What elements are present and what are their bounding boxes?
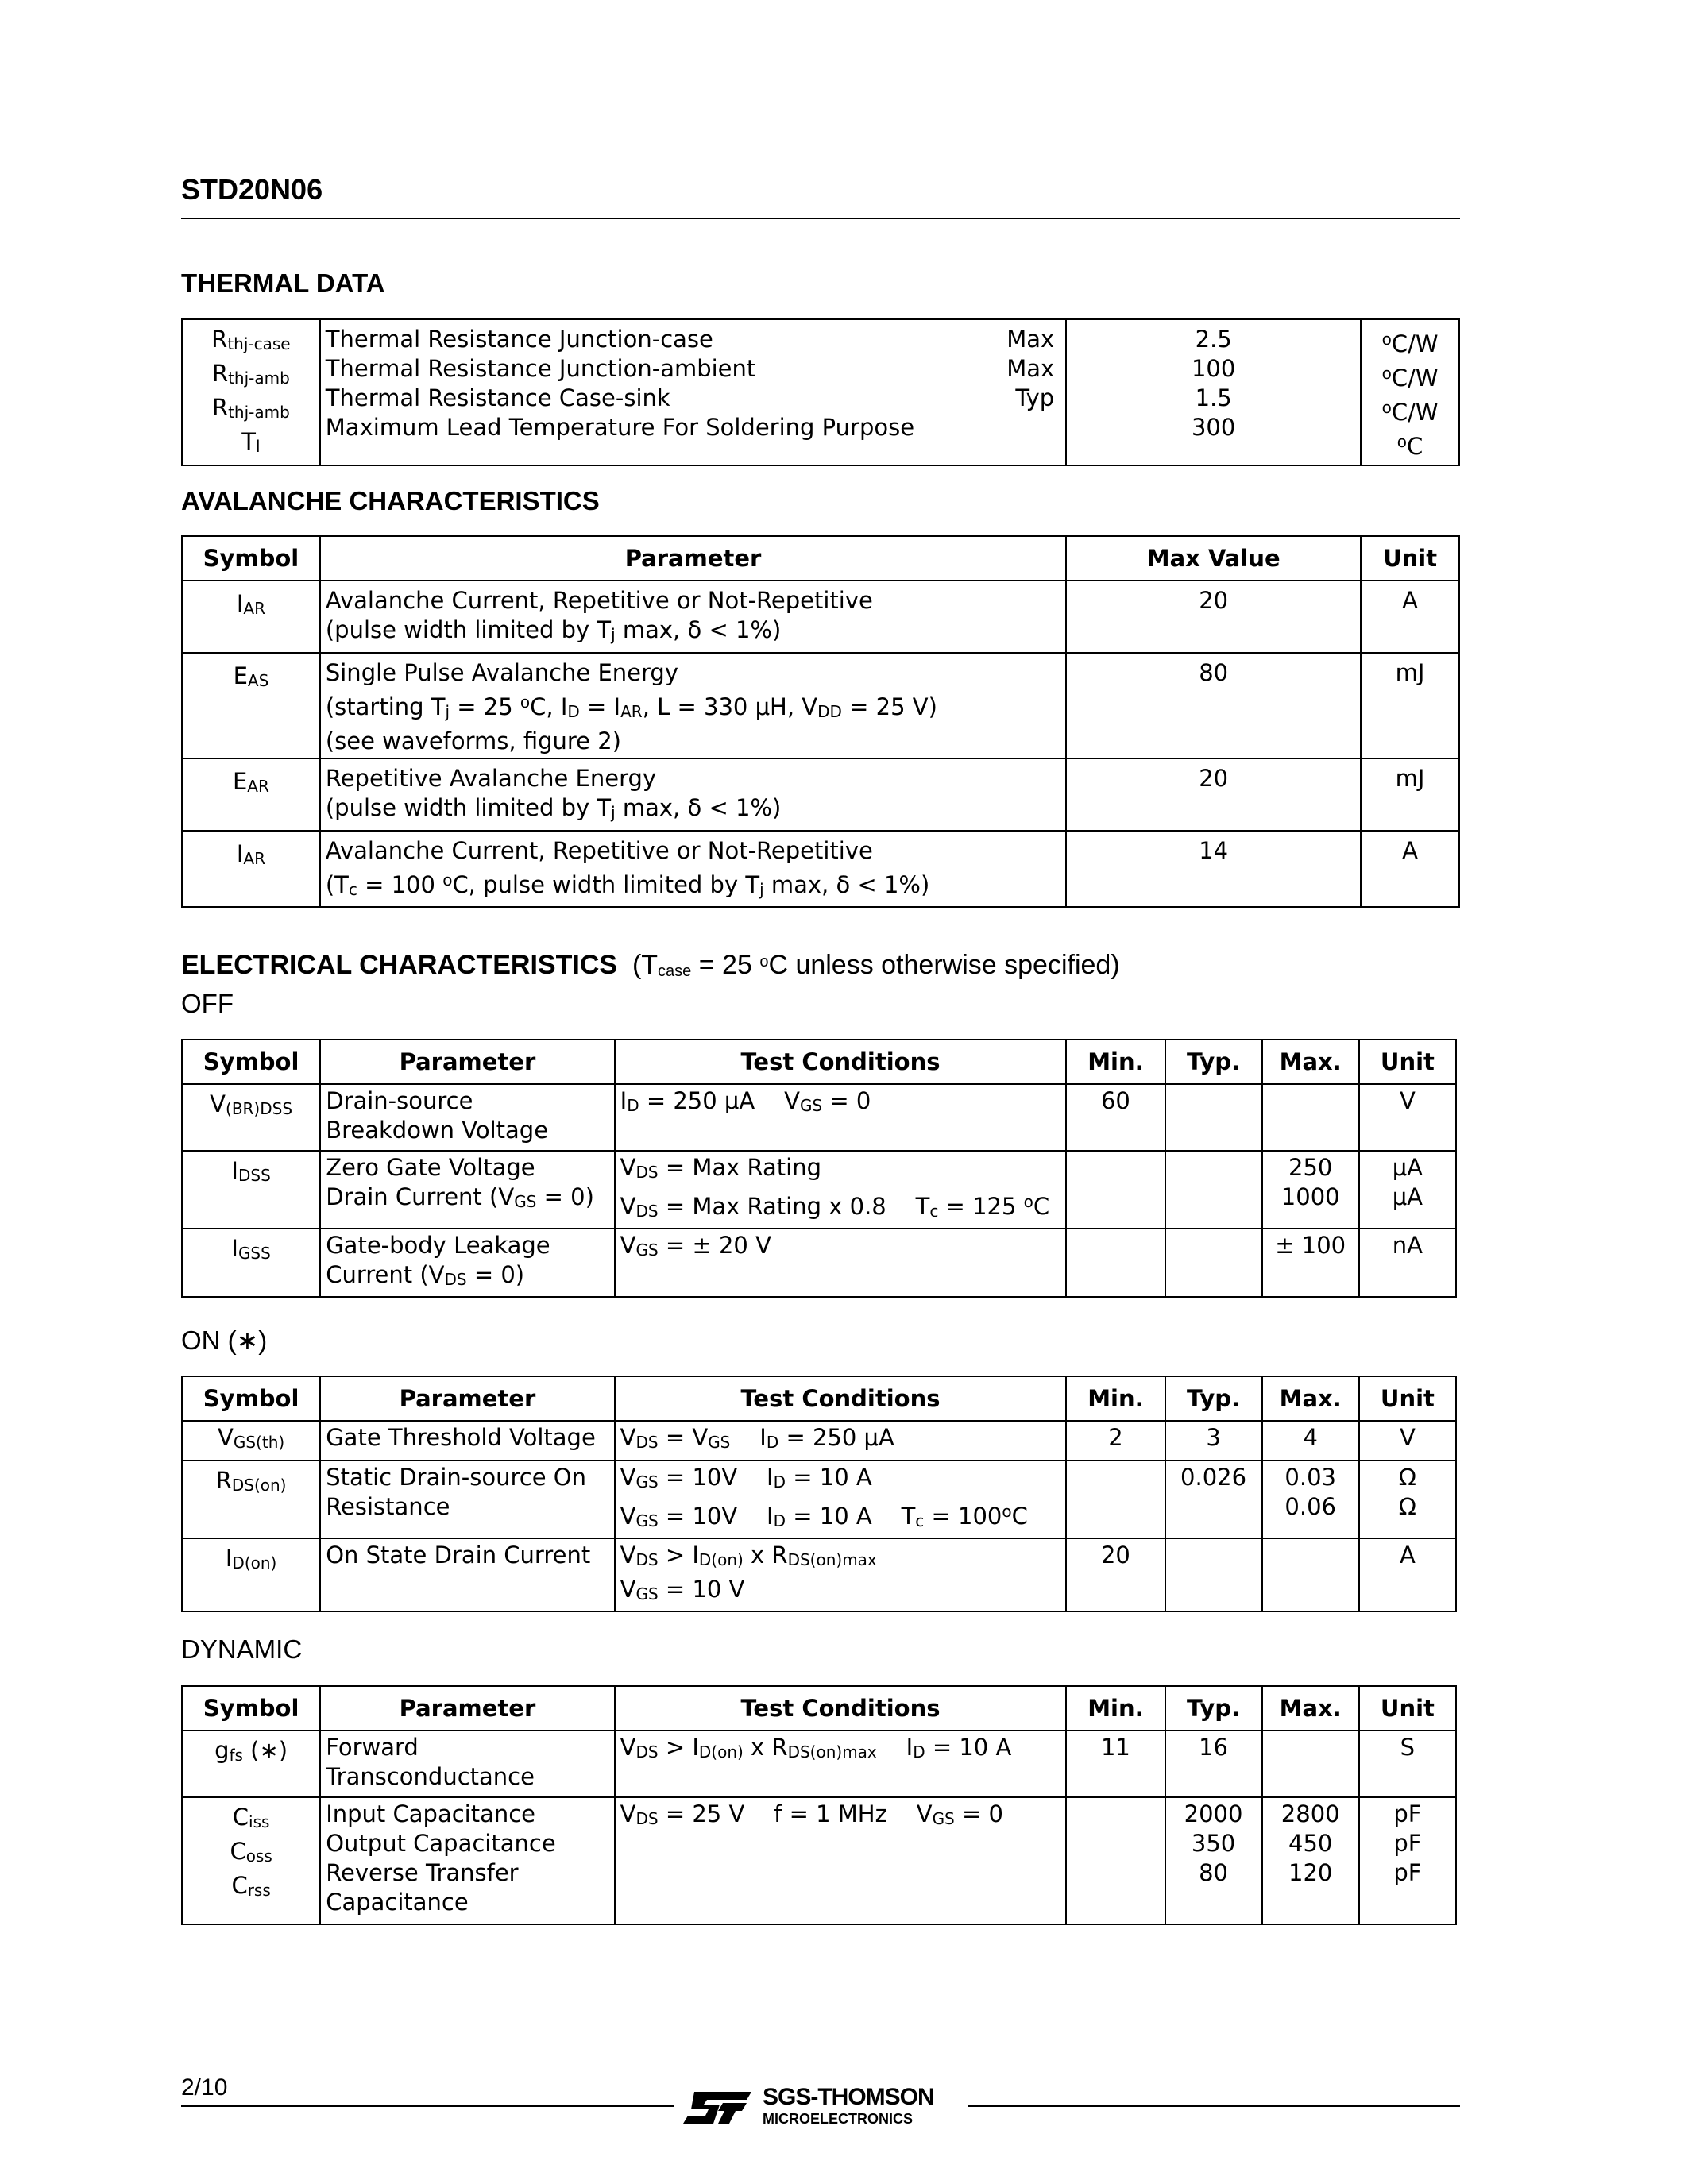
row-symbol: $I_{AR}$ bbox=[182, 831, 320, 907]
footer-rule-right bbox=[968, 2105, 1460, 2107]
row-conditions: $V_{DS} = V_{GS}$ $I_D = 250$ μA bbox=[615, 1421, 1067, 1461]
row-symbol: $E_{AS}$ bbox=[182, 653, 320, 758]
on-title: ON (∗) bbox=[181, 1325, 268, 1355]
off-title: OFF bbox=[181, 989, 234, 1018]
col-header-typ: Typ. bbox=[1165, 1040, 1262, 1084]
row-max: 4 bbox=[1262, 1421, 1359, 1461]
row-unit: μA μA bbox=[1359, 1151, 1456, 1229]
avalanche-row bbox=[182, 831, 1459, 907]
row-unit: S bbox=[1359, 1731, 1456, 1797]
col-header-max: Max. bbox=[1262, 1686, 1359, 1731]
col-header-max: Max. bbox=[1262, 1376, 1359, 1421]
row-min bbox=[1066, 1461, 1165, 1538]
header-rule bbox=[181, 218, 1460, 219]
row-unit: A bbox=[1359, 1538, 1456, 1611]
col-header-unit: Unit bbox=[1359, 1686, 1456, 1731]
thermal-value-2: 1.5 bbox=[1195, 384, 1232, 411]
row-max bbox=[1262, 1538, 1359, 1611]
thermal-value-1: 100 bbox=[1191, 355, 1236, 382]
row-max: 250 1000 bbox=[1262, 1151, 1359, 1229]
row-parameter: Drain-source Breakdown Voltage bbox=[320, 1084, 614, 1151]
row-symbol: $V_{(BR)DSS}$ bbox=[182, 1084, 320, 1151]
row-symbol: $I_{AR}$ bbox=[182, 581, 320, 653]
row-conditions: $V_{GS} = 10V$ $I_D = 10$ A $V_{GS} = 10V$ $I_D = 10$ A $T_c = 100^oC$ bbox=[615, 1461, 1067, 1538]
row-typ bbox=[1165, 1151, 1262, 1229]
dynamic-header-row bbox=[182, 1686, 1456, 1731]
row-parameter: Input Capacitance Output Capacitance Reverse Transfer Capacitance bbox=[320, 1797, 614, 1924]
brand-name: SGS-THOMSON bbox=[763, 2084, 934, 2110]
brand-subtitle: MICROELECTRONICS bbox=[763, 2111, 913, 2127]
thermal-units bbox=[1361, 319, 1459, 465]
row-parameter: Avalanche Current, Repetitive or Not-Repetitive (pulse width limited by $T_j$ max, δ < 1%) bbox=[320, 581, 1066, 653]
thermal-value-3: 300 bbox=[1191, 414, 1236, 441]
col-header-parameter: Parameter bbox=[320, 1040, 614, 1084]
row-unit: V bbox=[1359, 1084, 1456, 1151]
row-unit: mJ bbox=[1361, 653, 1459, 758]
col-header-parameter: Parameter bbox=[320, 536, 1066, 581]
row-symbol: $C_{iss}$ $C_{oss}$ $C_{rss}$ bbox=[182, 1797, 320, 1924]
row-symbol: $R_{DS(on)}$ bbox=[182, 1461, 320, 1538]
row-value: 20 bbox=[1066, 581, 1361, 653]
row-symbol: $I_{DSS}$ bbox=[182, 1151, 320, 1229]
thermal-unit-2: $^o$C/W bbox=[1381, 398, 1439, 426]
row-unit: Ω Ω bbox=[1359, 1461, 1456, 1538]
on-header-row bbox=[182, 1376, 1456, 1421]
row-parameter: Repetitive Avalanche Energy (pulse width limited by $T_j$ max, δ < 1%) bbox=[320, 758, 1066, 831]
row-min: 20 bbox=[1066, 1538, 1165, 1611]
col-header-parameter: Parameter bbox=[320, 1686, 614, 1731]
row-symbol: $g_{fs}$ (∗) bbox=[182, 1731, 320, 1797]
off-table bbox=[181, 1039, 1457, 1298]
row-typ bbox=[1165, 1229, 1262, 1297]
row-conditions: $I_D = 250$ μA $V_{GS} = 0$ bbox=[615, 1084, 1067, 1151]
off-row bbox=[182, 1151, 1456, 1229]
col-header-min: Min. bbox=[1066, 1040, 1165, 1084]
col-header-symbol: Symbol bbox=[182, 1376, 320, 1421]
on-row bbox=[182, 1461, 1456, 1538]
col-header-symbol: Symbol bbox=[182, 536, 320, 581]
st-logo-icon bbox=[683, 2089, 753, 2131]
on-table bbox=[181, 1376, 1457, 1612]
col-header-min: Min. bbox=[1066, 1686, 1165, 1731]
thermal-param-2: Thermal Resistance Case-sink Typ bbox=[325, 384, 1055, 411]
row-parameter: Zero Gate Voltage Drain Current $(V_{GS} = 0)$ bbox=[320, 1151, 614, 1229]
row-conditions: $V_{DS} = 25$ V f = 1 MHz $V_{GS} = 0$ bbox=[615, 1797, 1067, 1924]
dynamic-title: DYNAMIC bbox=[181, 1634, 303, 1664]
col-header-test-conditions: Test Conditions bbox=[615, 1686, 1067, 1731]
avalanche-title: AVALANCHE CHARACTERISTICS bbox=[181, 486, 600, 515]
thermal-data-title: THERMAL DATA bbox=[181, 268, 385, 298]
col-header-max-value: Max Value bbox=[1066, 536, 1361, 581]
row-value: 14 bbox=[1066, 831, 1361, 907]
row-parameter: Gate-body Leakage Current $(V_{DS} = 0)$ bbox=[320, 1229, 614, 1297]
row-min: 2 bbox=[1066, 1421, 1165, 1461]
thermal-symbols bbox=[182, 319, 320, 465]
electrical-title: ELECTRICAL CHARACTERISTICS bbox=[181, 950, 618, 980]
row-symbol: $I_{D(on)}$ bbox=[182, 1538, 320, 1611]
row-max bbox=[1262, 1731, 1359, 1797]
dynamic-row bbox=[182, 1731, 1456, 1797]
row-typ: 2000 350 80 bbox=[1165, 1797, 1262, 1924]
row-max bbox=[1262, 1084, 1359, 1151]
row-typ bbox=[1165, 1538, 1262, 1611]
thermal-param-0: Thermal Resistance Junction-case Max bbox=[325, 326, 1055, 353]
row-parameter: Forward Transconductance bbox=[320, 1731, 614, 1797]
row-parameter: Avalanche Current, Repetitive or Not-Repetitive ($T_c = 100$ $^o$C, pulse width limited by $T_j$ max, δ < 1%) bbox=[320, 831, 1066, 907]
row-min: 11 bbox=[1066, 1731, 1165, 1797]
avalanche-row bbox=[182, 653, 1459, 758]
thermal-sym-1: $R_{thj-amb}$ bbox=[211, 360, 290, 388]
row-symbol: $I_{GSS}$ bbox=[182, 1229, 320, 1297]
row-min bbox=[1066, 1229, 1165, 1297]
col-header-min: Min. bbox=[1066, 1376, 1165, 1421]
page-number: 2/10 bbox=[181, 2074, 228, 2101]
row-parameter: On State Drain Current bbox=[320, 1538, 614, 1611]
thermal-value-0: 2.5 bbox=[1195, 326, 1232, 353]
row-min bbox=[1066, 1151, 1165, 1229]
col-header-test-conditions: Test Conditions bbox=[615, 1376, 1067, 1421]
row-conditions: $V_{DS} > I_{D(on)}$ x $R_{DS(on)max}$ $V_{GS} = 10$ V bbox=[615, 1538, 1067, 1611]
electrical-heading bbox=[181, 950, 1120, 981]
part-number: STD20N06 bbox=[181, 173, 323, 206]
row-value: 20 bbox=[1066, 758, 1361, 831]
col-header-unit: Unit bbox=[1361, 536, 1459, 581]
col-header-typ: Typ. bbox=[1165, 1376, 1262, 1421]
col-header-test-conditions: Test Conditions bbox=[615, 1040, 1067, 1084]
row-unit: pF pF pF bbox=[1359, 1797, 1456, 1924]
row-conditions: $V_{GS}$ = ± 20 V bbox=[615, 1229, 1067, 1297]
thermal-param-1: Thermal Resistance Junction-ambient Max bbox=[325, 355, 1055, 382]
thermal-param-3: Maximum Lead Temperature For Soldering Purpose bbox=[325, 414, 915, 441]
row-typ: 16 bbox=[1165, 1731, 1262, 1797]
row-unit: V bbox=[1359, 1421, 1456, 1461]
thermal-values bbox=[1066, 319, 1361, 465]
row-min: 60 bbox=[1066, 1084, 1165, 1151]
row-min bbox=[1066, 1797, 1165, 1924]
thermal-sym-2: $R_{thj-amb}$ bbox=[211, 394, 290, 422]
row-symbol: $V_{GS(th)}$ bbox=[182, 1421, 320, 1461]
off-row bbox=[182, 1229, 1456, 1297]
row-typ bbox=[1165, 1084, 1262, 1151]
thermal-sym-3: $T_l$ bbox=[241, 428, 261, 456]
col-header-max: Max. bbox=[1262, 1040, 1359, 1084]
thermal-unit-1: $^o$C/W bbox=[1381, 364, 1439, 392]
avalanche-row bbox=[182, 581, 1459, 653]
row-unit: mJ bbox=[1361, 758, 1459, 831]
row-max: 0.03 0.06 bbox=[1262, 1461, 1359, 1538]
col-header-symbol: Symbol bbox=[182, 1040, 320, 1084]
row-unit: A bbox=[1361, 831, 1459, 907]
dynamic-row bbox=[182, 1797, 1456, 1924]
on-row bbox=[182, 1421, 1456, 1461]
col-header-unit: Unit bbox=[1359, 1040, 1456, 1084]
row-conditions: $V_{DS} > I_{D(on)}$ x $R_{DS(on)max}$ $I_D = 10$ A bbox=[615, 1731, 1067, 1797]
row-max: ± 100 bbox=[1262, 1229, 1359, 1297]
row-unit: A bbox=[1361, 581, 1459, 653]
row-symbol: $E_{AR}$ bbox=[182, 758, 320, 831]
col-header-symbol: Symbol bbox=[182, 1686, 320, 1731]
thermal-unit-0: $^o$C/W bbox=[1381, 330, 1439, 357]
row-value: 80 bbox=[1066, 653, 1361, 758]
footer-rule-left bbox=[181, 2105, 674, 2107]
avalanche-header-row bbox=[182, 536, 1459, 581]
row-parameter: Gate Threshold Voltage bbox=[320, 1421, 614, 1461]
col-header-parameter: Parameter bbox=[320, 1376, 614, 1421]
thermal-params bbox=[320, 319, 1066, 465]
on-row bbox=[182, 1538, 1456, 1611]
off-header-row bbox=[182, 1040, 1456, 1084]
off-row bbox=[182, 1084, 1456, 1151]
row-typ: 3 bbox=[1165, 1421, 1262, 1461]
thermal-body bbox=[182, 319, 1459, 465]
row-conditions: $V_{DS}$ = Max Rating $V_{DS}$ = Max Rating x 0.8 $T_c = 125$ $^o$C bbox=[615, 1151, 1067, 1229]
thermal-unit-3: $^o$C bbox=[1396, 432, 1423, 460]
col-header-unit: Unit bbox=[1359, 1376, 1456, 1421]
avalanche-table bbox=[181, 535, 1460, 908]
thermal-sym-0: $R_{thj-case}$ bbox=[211, 326, 291, 353]
col-header-typ: Typ. bbox=[1165, 1686, 1262, 1731]
row-parameter: Single Pulse Avalanche Energy (starting $T_j = 25$ $^o$C, $I_D = I_{AR}$, L = 330 μH, $V_{DD} = 25$ V) (see waveforms, figure 2) bbox=[320, 653, 1066, 758]
row-parameter: Static Drain-source On Resistance bbox=[320, 1461, 614, 1538]
avalanche-row bbox=[182, 758, 1459, 831]
electrical-conditions: ($T_{case} = 25$ $^o$C unless otherwise specified) bbox=[632, 950, 1120, 980]
row-unit: nA bbox=[1359, 1229, 1456, 1297]
thermal-table bbox=[181, 318, 1460, 466]
row-typ: 0.026 bbox=[1165, 1461, 1262, 1538]
row-max: 2800 450 120 bbox=[1262, 1797, 1359, 1924]
dynamic-table bbox=[181, 1685, 1457, 1925]
